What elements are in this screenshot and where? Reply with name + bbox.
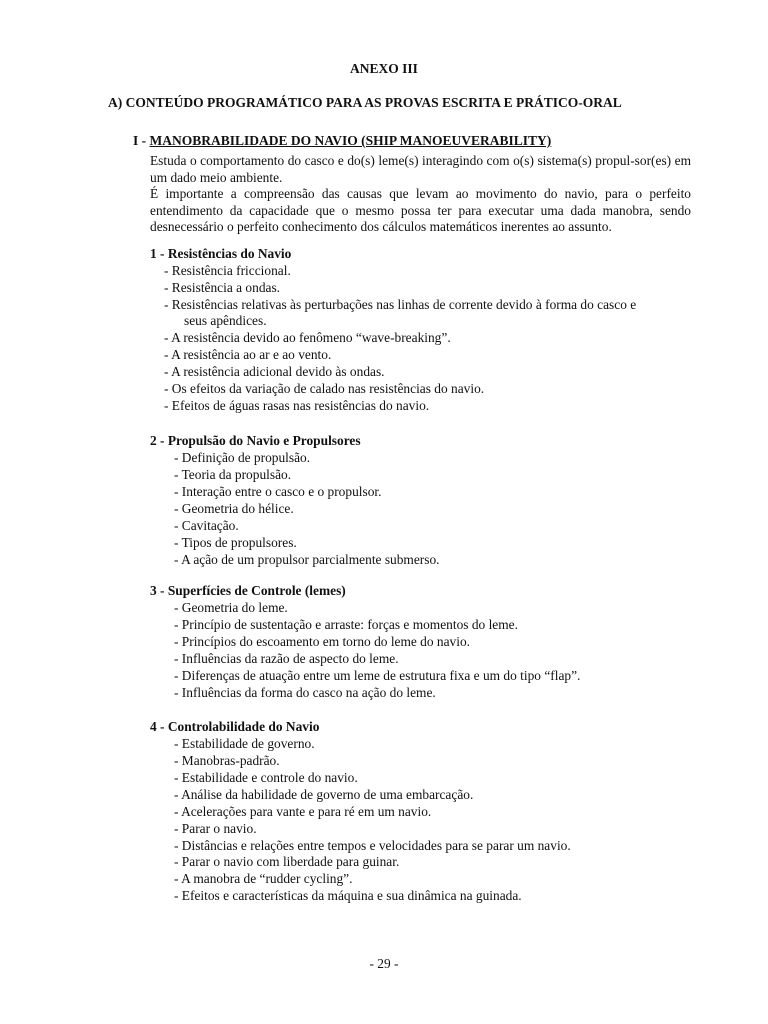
list-item: - Parar o navio com liberdade para guinar. — [174, 854, 400, 870]
list-item: - Análise da habilidade de governo de uma embarcação. — [174, 786, 474, 802]
topic-heading: 4 - Controlabilidade do Navio — [150, 719, 320, 734]
list-item: - Estabilidade de governo. — [174, 735, 315, 751]
list-item: - Distâncias e relações entre tempos e velocidades para se parar um navio. — [174, 837, 571, 853]
intro-paragraph: Estuda o comportamento do casco e do(s) leme(s) interagindo com o(s) sistema(s) propul-sor(es) em um dado meio ambiente. — [150, 153, 691, 185]
list-item: - Interação entre o casco e o propulsor. — [174, 483, 382, 499]
page-number: - 29 - — [369, 956, 399, 971]
list-item: - Efeitos de águas rasas nas resistências do navio. — [164, 398, 430, 414]
list-item: - Princípios do escoamento em torno do leme do navio. — [174, 633, 471, 649]
list-item: - A resistência devido ao fenômeno “wave-breaking”. — [164, 330, 451, 346]
part-prefix: I - — [133, 133, 150, 148]
intro-text — [150, 153, 691, 236]
list-item: - Geometria do leme. — [174, 599, 288, 615]
topic-heading: 1 - Resistências do Navio — [150, 246, 292, 261]
topic-4 — [150, 719, 691, 905]
section-title: A) CONTEÚDO PROGRAMÁTICO PARA AS PROVAS ESCRITA E PRÁTICO-ORAL — [108, 95, 622, 110]
list-item: - Resistência a ondas. — [164, 279, 281, 295]
list-item: - A manobra de “rudder cycling”. — [174, 871, 353, 887]
list-item: - Acelerações para vante e para ré em um navio. — [174, 803, 432, 819]
topic-list — [150, 600, 691, 702]
list-item: - A resistência ao ar e ao vento. — [164, 347, 332, 363]
list-item-text: - Resistências relativas às perturbações nas linhas de corrente devido à forma do casco e — [164, 296, 637, 312]
list-item: - Cavitação. — [174, 517, 239, 533]
topic-heading: 2 - Propulsão do Navio e Propulsores — [150, 433, 361, 448]
part-heading — [133, 133, 551, 150]
topic-heading: 3 - Superfícies de Controle (lemes) — [150, 583, 346, 598]
topic-list — [150, 263, 691, 415]
list-item: - Parar o navio. — [174, 820, 257, 836]
topic-list — [150, 450, 691, 569]
topic-list — [150, 736, 691, 905]
list-item: - A ação de um propulsor parcialmente submerso. — [174, 551, 440, 567]
list-item: - Os efeitos da variação de calado nas resistências do navio. — [164, 381, 485, 397]
list-item: - Definição de propulsão. — [174, 449, 311, 465]
intro-paragraph: É importante a compreensão das causas que levam ao movimento do navio, para o perfeito entendimento da capacidade que o mesmo possa ter para executar uma dada manobra, sendo desnecessário o perfeito conhecimento dos cálculos matemáticos inerentes ao assunto. — [150, 186, 691, 235]
list-item: - Teoria da propulsão. — [174, 466, 292, 482]
list-item — [150, 297, 691, 330]
list-item-continuation: seus apêndices. — [184, 313, 267, 329]
part-title: MANOBRABILIDADE DO NAVIO (SHIP MANOEUVERABILITY) — [149, 133, 552, 148]
topic-3 — [150, 583, 691, 702]
topic-2 — [150, 433, 691, 568]
list-item: - Efeitos e características da máquina e sua dinâmica na guinada. — [174, 888, 522, 904]
topic-1 — [150, 246, 691, 415]
list-item: - Influências da razão de aspecto do leme. — [174, 650, 399, 666]
list-item: - Influências da forma do casco na ação do leme. — [174, 684, 436, 700]
list-item: - Estabilidade e controle do navio. — [174, 769, 358, 785]
list-item: - Princípio de sustentação e arraste: forças e momentos do leme. — [174, 616, 518, 632]
list-item: - A resistência adicional devido às ondas. — [164, 364, 385, 380]
list-item: - Geometria do hélice. — [174, 500, 294, 516]
list-item: - Tipos de propulsores. — [174, 534, 297, 550]
list-item: - Diferenças de atuação entre um leme de estrutura fixa e um do tipo “flap”. — [174, 667, 581, 683]
list-item: - Resistência friccional. — [164, 262, 291, 278]
list-item: - Manobras-padrão. — [174, 752, 280, 768]
annex-title: ANEXO III — [350, 61, 418, 76]
